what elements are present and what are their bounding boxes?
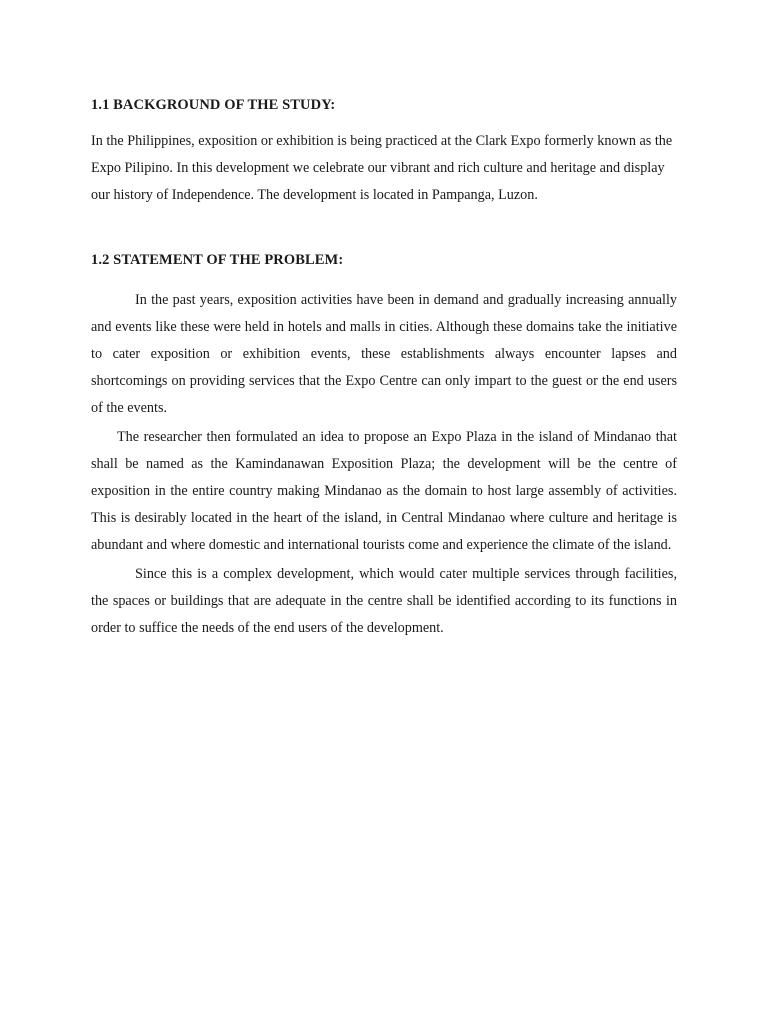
document-body	[91, 92, 677, 642]
problem-paragraph-1: In the past years, exposition activities have been in demand and gradually increasing annually and events like these were held in hotels and malls in cities. Although these domains take the initiative to cater exposition or exhibition events, these establishments always encounter lapses and shortcomings on providing services that the Expo Centre can only impart to the guest or the end users of the events.	[91, 292, 677, 416]
problem-paragraph-2: The researcher then formulated an idea to propose an Expo Plaza in the island of Mindanao that shall be named as the Kamindanawan Exposition Plaza; the development will be the centre of exposition in the entire country making Mindanao as the domain to host large assembly of activities. This is desirably located in the heart of the island, in Central Mindanao where culture and heritage is abundant and where domestic and international tourists come and experience the climate of the island.	[91, 429, 677, 553]
section-heading-background: 1.1 BACKGROUND OF THE STUDY:	[91, 97, 336, 113]
background-paragraph: In the Philippines, exposition or exhibition is being practiced at the Clark Expo formerly known as the Expo Pilipino. In this development we celebrate our vibrant and rich culture and heritage and display our history of Independence. The development is located in Pampanga, Luzon.	[91, 133, 673, 203]
section-heading-problem: 1.2 STATEMENT OF THE PROBLEM:	[91, 252, 344, 268]
problem-paragraph-3: Since this is a complex development, which would cater multiple services through facilities, the spaces or buildings that are adequate in the centre shall be identified according to its functions in order to suffice the needs of the end users of the development.	[91, 566, 677, 636]
